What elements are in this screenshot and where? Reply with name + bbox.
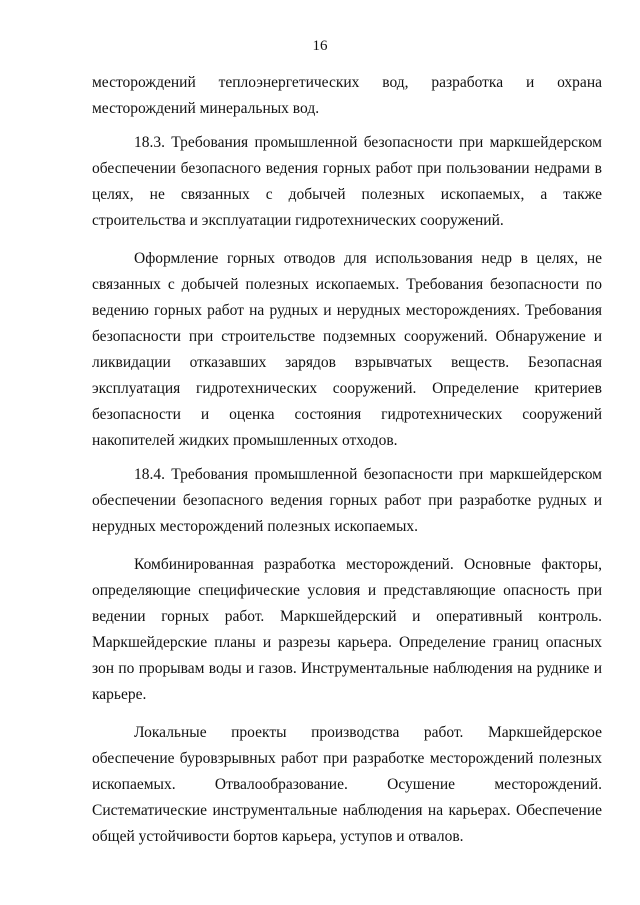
section-heading-18-3: 18.3. Требования промышленной безопасности при маркшейдерском обеспечении безопасного ведения горных работ при пользовании недрами в целях, не связанных с добычей полезных ископаемых, а также строительства и эксплуатации гидротехнических сооружений. <box>92 134 602 229</box>
paragraph-18-3-body: Оформление горных отводов для использования недр в целях, не связанных с добычей полезных ископаемых. Требования безопасности по ведению горных работ на рудных и нерудных месторождениях. Требования безопасности при строительстве подземных сооружений. Обнаружение и ликвидации отказавших зарядов взрывчатых веществ. Безопасная эксплуатация гидротехнических сооружений. Определение критериев безопасности и оценка состояния гидротехнических сооружений накопителей жидких промышленных отходов. <box>92 250 602 449</box>
paragraph-18-4-body-1: Комбинированная разработка месторождений. Основные факторы, определяющие специфические условия и представляющие опасность при ведении горных работ. Маркшейдерский и оперативный контроль. Маркшейдерские планы и разрезы карьера. Определение границ опасных зон по прорывам воды и газов. Инструментальные наблюдения на руднике и карьере. <box>92 556 602 703</box>
page-number: 16 <box>312 38 328 54</box>
document-body <box>92 70 602 850</box>
section-heading-18-4: 18.4. Требования промышленной безопасности при маркшейдерском обеспечении безопасного ведения горных работ при разработке рудных и нерудных месторождений полезных ископаемых. <box>92 466 602 535</box>
paragraph-continuation: месторождений теплоэнергетических вод, разработка и охрана месторождений минеральных вод. <box>92 74 602 117</box>
paragraph-18-4-body-2: Локальные проекты производства работ. Маркшейдерское обеспечение буровзрывных работ при разработке месторождений полезных ископаемых. Отвалообразование. Осушение месторождений. Систематические инструментальные наблюдения на карьерах. Обеспечение общей устойчивости бортов карьера, уступов и отвалов. <box>92 724 602 845</box>
